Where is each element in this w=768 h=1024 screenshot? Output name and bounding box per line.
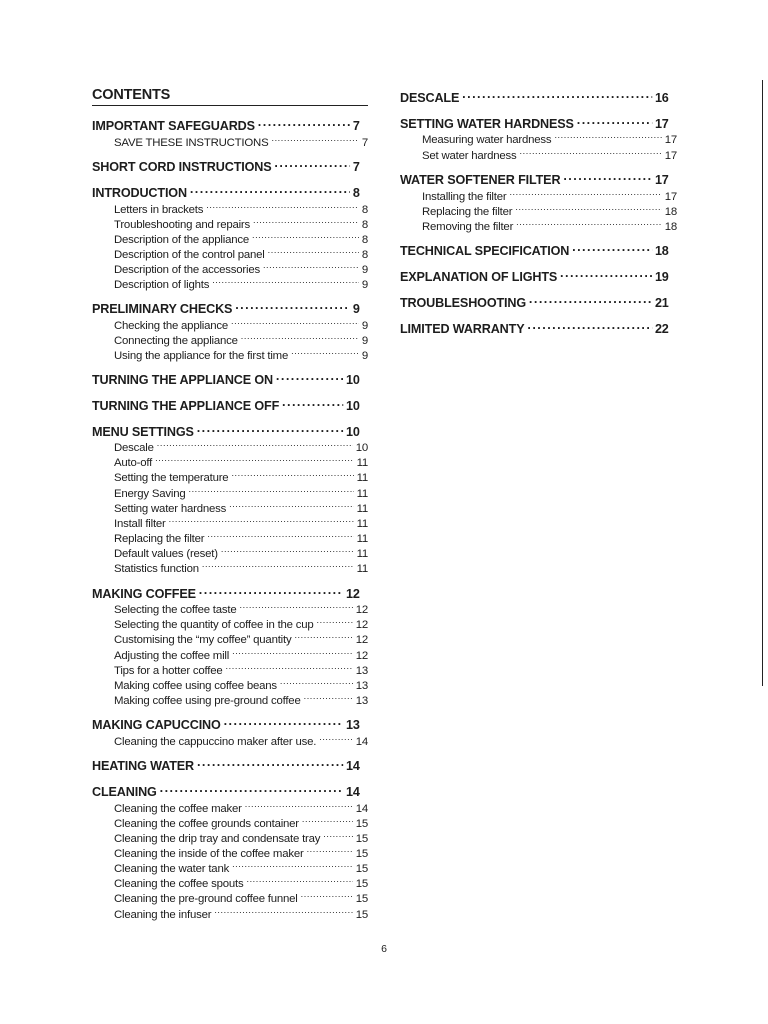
toc-entry-selecting-the-coffee-taste[interactable] (92, 598, 368, 616)
dot-leader (577, 112, 652, 128)
toc-entry-title: TURNING THE APPLIANCE OFF (92, 398, 280, 413)
toc-entry-selecting-the-quantity-of-coffee-in-the-cup[interactable] (92, 613, 368, 631)
dot-leader (276, 368, 343, 384)
toc-entry-page: 15 (355, 818, 368, 830)
dot-leader (214, 903, 352, 918)
toc-entry-title: TROUBLESHOOTING (400, 295, 527, 310)
dot-leader (307, 842, 353, 857)
toc-entry-page: 14 (355, 803, 368, 815)
dot-leader (231, 466, 353, 481)
toc-entry-title: TECHNICAL SPECIFICATION (400, 243, 570, 258)
dot-leader (252, 228, 359, 243)
toc-entry-title: TURNING THE APPLIANCE ON (92, 372, 273, 387)
toc-entry-title: HEATING WATER (92, 758, 195, 773)
toc-entry-title: Replacing the filter (114, 533, 205, 545)
toc-entry-page: 8 (361, 234, 368, 246)
toc-entry-title: Cleaning the inside of the coffee maker (114, 848, 304, 860)
toc-entry-description-of-the-accessories[interactable] (92, 258, 368, 276)
toc-entry-page: 18 (664, 221, 677, 233)
toc-entry-page: 9 (361, 279, 368, 291)
toc-entry-title: Install filter (114, 518, 166, 530)
toc-entry-page: 15 (355, 893, 368, 905)
toc-entry-setting-water-hardness[interactable] (400, 112, 669, 131)
toc-entry-title: Checking the appliance (114, 320, 229, 332)
toc-entry-title: SETTING WATER HARDNESS (400, 116, 574, 131)
toc-entry-introduction[interactable] (92, 181, 360, 200)
page-edge-rule (762, 80, 763, 686)
dot-leader (263, 258, 359, 273)
toc-entry-using-the-appliance-for-the-first-time[interactable] (92, 344, 368, 362)
toc-entry-checking-the-appliance[interactable] (92, 314, 368, 332)
toc-entry-page: 15 (355, 848, 368, 860)
dot-leader (232, 644, 353, 659)
toc-entry-title: Letters in brackets (114, 204, 204, 216)
toc-entry-cleaning[interactable] (92, 780, 360, 799)
toc-entry-tips-for-a-hotter-coffee[interactable] (92, 659, 368, 677)
toc-entry-page: 17 (664, 134, 677, 146)
dot-leader (294, 628, 352, 643)
toc-entry-menu-settings[interactable] (92, 420, 360, 439)
toc-entry-title: Auto-off (114, 457, 153, 469)
toc-entry-page: 16 (654, 90, 669, 105)
toc-entry-page: 13 (355, 665, 368, 677)
toc-entry-page: 8 (361, 249, 368, 261)
toc-entry-cleaning-the-water-tank[interactable] (92, 857, 368, 875)
toc-entry-connecting-the-appliance[interactable] (92, 329, 368, 347)
toc-entry-title: IMPORTANT SAFEGUARDS (92, 118, 255, 133)
dot-leader (241, 329, 359, 344)
toc-entry-installing-the-filter[interactable] (400, 185, 677, 203)
dot-leader (509, 185, 661, 200)
toc-entry-page: 13 (355, 695, 368, 707)
toc-entry-cleaning-the-coffee-spouts[interactable] (92, 872, 368, 890)
toc-entry-default-values-reset[interactable] (92, 542, 368, 560)
toc-entry-title: Statistics function (114, 563, 199, 575)
toc-entry-page: 12 (355, 650, 368, 662)
toc-entry-cleaning-the-pre-ground-coffee-funnel[interactable] (92, 887, 368, 905)
toc-entry-page: 7 (361, 137, 368, 149)
toc-entry-title: EXPLANATION OF LIGHTS (400, 269, 558, 284)
dot-leader (155, 451, 353, 466)
toc-entry-title: PRELIMINARY CHECKS (92, 301, 233, 316)
toc-entry-page: 18 (654, 243, 669, 258)
toc-entry-page: 15 (355, 863, 368, 875)
dot-leader (199, 582, 343, 598)
dot-leader (560, 265, 652, 281)
toc-entry-page: 15 (355, 878, 368, 890)
toc-entry-cleaning-the-infuser[interactable] (92, 903, 368, 921)
toc-entry-measuring-water-hardness[interactable] (400, 128, 677, 146)
dot-leader (280, 674, 353, 689)
toc-entry-title: Description of the control panel (114, 249, 265, 261)
toc-entry-title: Cleaning the infuser (114, 909, 212, 921)
dot-leader (169, 512, 354, 527)
toc-entry-making-coffee-using-pre-ground-coffee[interactable] (92, 689, 368, 707)
toc-entry-title: Connecting the appliance (114, 335, 238, 347)
toc-entry-page: 12 (355, 619, 368, 631)
toc-entry-page: 18 (664, 206, 677, 218)
toc-entry-title: Troubleshooting and repairs (114, 219, 251, 231)
dot-leader (197, 754, 343, 770)
dot-leader (245, 797, 353, 812)
toc-entry-page: 17 (654, 172, 669, 187)
toc-entry-title: SHORT CORD INSTRUCTIONS (92, 159, 272, 174)
toc-entry-title: Cleaning the coffee spouts (114, 878, 244, 890)
toc-entry-page: 17 (664, 150, 677, 162)
dot-leader (235, 297, 350, 313)
toc-entry-title: Cleaning the water tank (114, 863, 230, 875)
dot-leader (206, 198, 359, 213)
dot-leader (207, 527, 353, 542)
toc-entry-making-capuccino[interactable] (92, 713, 360, 732)
dot-leader (202, 557, 354, 572)
toc-entry-description-of-lights[interactable] (92, 273, 368, 291)
toc-entry-adjusting-the-coffee-mill[interactable] (92, 644, 368, 662)
toc-entry-page: 9 (361, 350, 368, 362)
dot-leader (304, 689, 353, 704)
toc-entry-troubleshooting[interactable] (400, 291, 669, 310)
dot-leader (212, 273, 359, 288)
toc-entry-title: LIMITED WARRANTY (400, 321, 525, 336)
toc-entry-save-these-instructions[interactable] (92, 131, 368, 149)
toc-entry-page: 14 (355, 736, 368, 748)
dot-leader (516, 215, 662, 230)
toc-entry-page: 17 (654, 116, 669, 131)
toc-entry-page: 8 (352, 185, 360, 200)
toc-entry-page: 13 (345, 717, 360, 732)
toc-entry-title: Measuring water hardness (422, 134, 552, 146)
dot-leader (240, 598, 353, 613)
dot-leader (268, 243, 359, 258)
toc-entry-descale[interactable] (92, 436, 368, 454)
toc-entry-page: 22 (654, 321, 669, 336)
toc-entry-page: 9 (361, 335, 368, 347)
toc-entry-setting-the-temperature[interactable] (92, 466, 368, 484)
toc-entry-page: 10 (345, 372, 360, 387)
toc-entry-title: Descale (114, 442, 154, 454)
dot-leader (572, 239, 652, 255)
toc-entry-title: Installing the filter (422, 191, 507, 203)
toc-entry-title: Making coffee using pre-ground coffee (114, 695, 301, 707)
toc-entry-title: Replacing the filter (422, 206, 513, 218)
toc-entry-page: 19 (654, 269, 669, 284)
toc-entry-title: Using the appliance for the first time (114, 350, 289, 362)
toc-entry-page: 15 (355, 833, 368, 845)
contents-heading: CONTENTS (92, 86, 368, 106)
toc-entry-limited-warranty[interactable] (400, 317, 669, 336)
dot-leader (301, 887, 353, 902)
toc-entry-title: Adjusting the coffee mill (114, 650, 230, 662)
toc-entry-title: Cleaning the pre-ground coffee funnel (114, 893, 298, 905)
toc-entry-cleaning-the-inside-of-the-coffee-maker[interactable] (92, 842, 368, 860)
dot-leader (563, 168, 652, 184)
toc-entry-title: DESCALE (400, 90, 460, 105)
toc-entry-preliminary-checks[interactable] (92, 297, 360, 316)
toc-entry-page: 8 (361, 204, 368, 216)
toc-entry-page: 21 (654, 295, 669, 310)
toc-entry-important-safeguards[interactable] (92, 114, 360, 133)
toc-entry-replacing-the-filter[interactable] (92, 527, 368, 545)
dot-leader (271, 131, 358, 146)
toc-entry-explanation-of-lights[interactable] (400, 265, 669, 284)
toc-entry-title: SAVE THESE INSTRUCTIONS (114, 137, 269, 149)
toc-entry-page: 17 (664, 191, 677, 203)
toc-entry-page: 11 (356, 548, 368, 560)
toc-entry-title: MENU SETTINGS (92, 424, 194, 439)
toc-entry-customising-the-my-coffee-quantity[interactable] (92, 628, 368, 646)
toc-entry-page: 13 (355, 680, 368, 692)
dot-leader (157, 436, 353, 451)
toc-entry-title: MAKING COFFEE (92, 586, 196, 601)
dot-leader (197, 420, 343, 436)
toc-entry-title: Cleaning the coffee maker (114, 803, 242, 815)
toc-entry-page: 7 (352, 118, 360, 133)
toc-entry-short-cord-instructions[interactable] (92, 155, 360, 174)
toc-entry-energy-saving[interactable] (92, 482, 368, 500)
toc-entry-technical-specification[interactable] (400, 239, 669, 258)
dot-leader (258, 114, 350, 130)
toc-entry-page: 10 (355, 442, 368, 454)
toc-entry-title: WATER SOFTENER FILTER (400, 172, 561, 187)
dot-leader (229, 497, 353, 512)
toc-entry-replacing-the-filter[interactable] (400, 200, 677, 218)
dot-leader (554, 128, 661, 143)
dot-leader (317, 613, 353, 628)
toc-entry-page: 11 (356, 563, 368, 575)
toc-entry-title: Selecting the quantity of coffee in the cup (114, 619, 314, 631)
toc-entry-page: 10 (345, 424, 360, 439)
toc-entry-title: Description of the accessories (114, 264, 260, 276)
dot-leader (190, 181, 350, 197)
dot-leader (302, 812, 353, 827)
toc-entry-page: 9 (352, 301, 360, 316)
toc-entry-title: Making coffee using coffee beans (114, 680, 277, 692)
toc-entry-title: Customising the “my coffee” quantity (114, 634, 292, 646)
toc-entry-water-softener-filter[interactable] (400, 168, 669, 187)
dot-leader (224, 713, 343, 729)
toc-entry-description-of-the-appliance[interactable] (92, 228, 368, 246)
toc-entry-removing-the-filter[interactable] (400, 215, 677, 233)
toc-entry-descale[interactable] (400, 86, 669, 105)
toc-entry-page: 14 (345, 758, 360, 773)
toc-entry-cleaning-the-coffee-grounds-container[interactable] (92, 812, 368, 830)
toc-entry-install-filter[interactable] (92, 512, 368, 530)
toc-entry-page: 11 (356, 457, 368, 469)
dot-leader (231, 314, 359, 329)
toc-entry-title: CLEANING (92, 784, 157, 799)
toc-entry-page: 9 (361, 320, 368, 332)
toc-entry-troubleshooting-and-repairs[interactable] (92, 213, 368, 231)
dot-leader (520, 144, 662, 159)
dot-leader (226, 659, 353, 674)
toc-entry-page: 11 (356, 533, 368, 545)
toc-entry-title: Cleaning the drip tray and condensate tray (114, 833, 321, 845)
toc-entry-cleaning-the-drip-tray-and-condensate-tray[interactable] (92, 827, 368, 845)
toc-entry-title: INTRODUCTION (92, 185, 187, 200)
toc-entry-title: Set water hardness (422, 150, 517, 162)
dot-leader (188, 482, 353, 497)
toc-entry-page: 12 (355, 634, 368, 646)
toc-entry-page: 9 (361, 264, 368, 276)
toc-entry-page: 15 (355, 909, 368, 921)
toc-entry-title: Description of lights (114, 279, 210, 291)
toc-entry-title: Cleaning the cappuccino maker after use. (114, 736, 317, 748)
toc-entry-title: Default values (reset) (114, 548, 218, 560)
toc-entry-cleaning-the-coffee-maker[interactable] (92, 797, 368, 815)
toc-entry-set-water-hardness[interactable] (400, 144, 677, 162)
dot-leader (291, 344, 359, 359)
toc-entry-statistics-function[interactable] (92, 557, 368, 575)
toc-entry-page: 7 (352, 159, 360, 174)
toc-entry-page: 11 (356, 518, 368, 530)
toc-entry-title: Energy Saving (114, 488, 186, 500)
toc-entry-page: 11 (356, 488, 368, 500)
dot-leader (462, 86, 652, 102)
dot-leader (282, 394, 343, 410)
dot-leader (232, 857, 353, 872)
dot-leader (319, 730, 353, 745)
dot-leader (529, 291, 652, 307)
toc-entry-page: 8 (361, 219, 368, 231)
toc-entry-title: Selecting the coffee taste (114, 604, 237, 616)
dot-leader (323, 827, 352, 842)
toc-entry-title: Removing the filter (422, 221, 514, 233)
toc-entry-making-coffee[interactable] (92, 582, 360, 601)
toc-entry-title: Setting water hardness (114, 503, 227, 515)
toc-entry-heating-water[interactable] (92, 754, 360, 773)
page-number: 6 (381, 943, 387, 955)
toc-entry-page: 12 (355, 604, 368, 616)
toc-entry-page: 10 (345, 398, 360, 413)
dot-leader (160, 780, 343, 796)
toc-entry-page: 11 (356, 503, 368, 515)
toc-entry-title: MAKING CAPUCCINO (92, 717, 221, 732)
toc-entry-title: Tips for a hotter coffee (114, 665, 223, 677)
toc-entry-description-of-the-control-panel[interactable] (92, 243, 368, 261)
toc-entry-turning-the-appliance-on[interactable] (92, 368, 360, 387)
toc-entry-page: 12 (345, 586, 360, 601)
toc-entry-auto-off[interactable] (92, 451, 368, 469)
toc-entry-letters-in-brackets[interactable] (92, 198, 368, 216)
toc-entry-page: 14 (345, 784, 360, 799)
dot-leader (515, 200, 661, 215)
toc-entry-turning-the-appliance-off[interactable] (92, 394, 360, 413)
toc-entry-title: Setting the temperature (114, 472, 229, 484)
toc-entry-making-coffee-using-coffee-beans[interactable] (92, 674, 368, 692)
toc-entry-title: Description of the appliance (114, 234, 249, 246)
dot-leader (246, 872, 352, 887)
toc-entry-cleaning-the-cappuccino-maker-after-use[interactable] (92, 730, 368, 748)
toc-entry-title: Cleaning the coffee grounds container (114, 818, 299, 830)
dot-leader (253, 213, 359, 228)
toc-entry-setting-water-hardness[interactable] (92, 497, 368, 515)
dot-leader (274, 155, 350, 171)
toc-entry-page: 11 (356, 472, 368, 484)
dot-leader (527, 317, 652, 333)
dot-leader (221, 542, 354, 557)
